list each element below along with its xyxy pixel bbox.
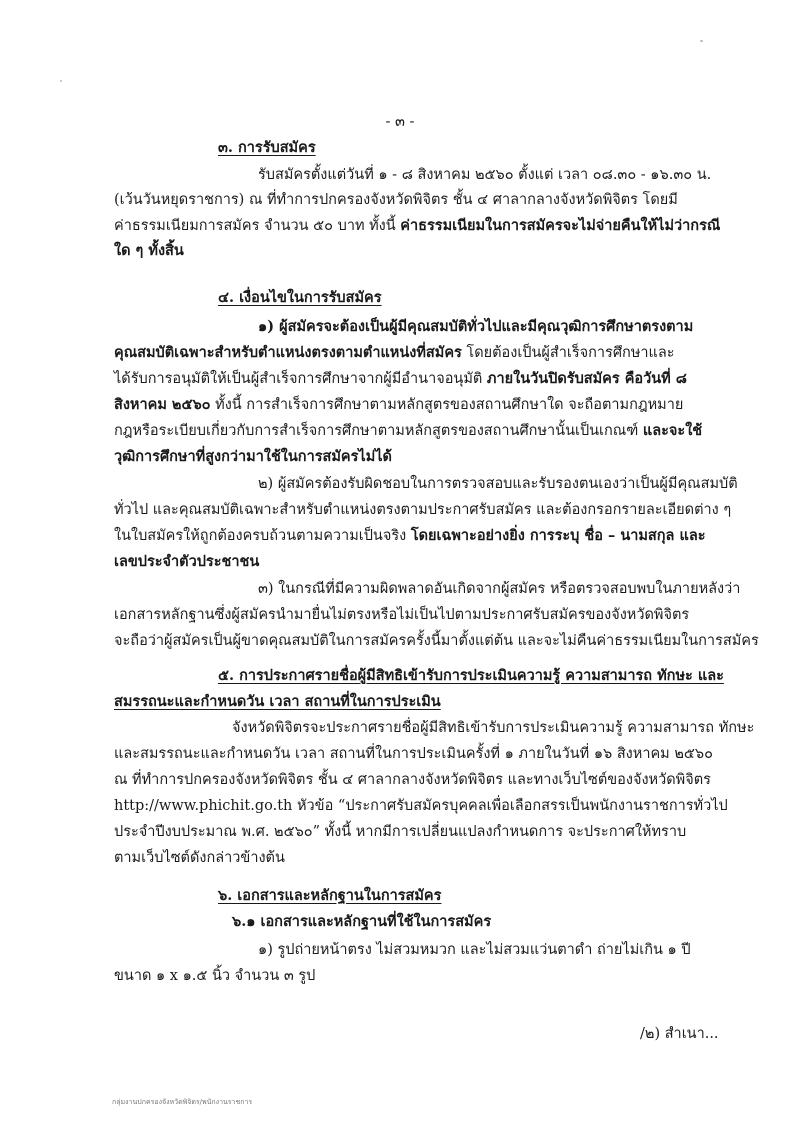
section-6-1-line-2: ขนาด ๑ x ๑.๕ นิ้ว จำนวน ๓ รูป: [114, 968, 316, 984]
section-3-fee-nonrefund: ค่าธรรมเนียมในการสมัครจะไม่จ่ายคืนให้ไม่ว่ากรณี: [400, 217, 721, 234]
section-3-line-3: [114, 216, 720, 236]
section-4-p1-bold-2: ภายในวันปิดรับสมัคร คือวันที่ ๘: [486, 370, 687, 387]
section-4-p3-line-1: ๓) ในกรณีที่มีความผิดพลาดอันเกิดจากผู้สมัคร หรือตรวจสอบพบในภายหลังว่า: [258, 581, 741, 597]
section-6-heading: ๖. เอกสารและหลักฐานในการสมัคร: [218, 887, 442, 904]
section-6-1-heading: ๖.๑ เอกสารและหลักฐานที่ใช้ในการสมัคร: [232, 913, 492, 930]
section-3-line-2: (เว้นวันหยุดราชการ) ณ ที่ทำการปกครองจังหวัดพิจิตร ชั้น ๔ ศาลากลางจังหวัดพิจิตร โดยมี: [114, 192, 678, 208]
section-4-p2-bold: โดยเฉพาะอย่างยิ่ง การระบุ ชื่อ – นามสกุล และ: [410, 527, 706, 544]
section-4-p1-line-2: [114, 343, 675, 363]
section-5-line-2: และสมรรถนะและกำหนดวัน เวลา สถานที่ในการประเมินครั้งที่ ๑ ภายในวันที่ ๑๖ สิงหาคม ๒๕๖๐: [114, 746, 713, 762]
section-4-p1-text-1: โดยต้องเป็นผู้สำเร็จการศึกษาและ: [466, 345, 675, 361]
continuation-note: /๒) สำเนา...: [640, 1026, 719, 1042]
section-5-line-6: ตามเว็บไซต์ดังกล่าวข้างต้น: [114, 850, 285, 866]
section-4-p1-line-1: ๑) ผู้สมัครจะต้องเป็นผู้มีคุณสมบัติทั่วไปและมีคุณวุฒิการศึกษาตรงตาม: [258, 318, 694, 335]
section-5-line-4: http://www.phichit.go.th หัวข้อ “ประกาศรับสมัครบุคคลเพื่อเลือกสรรเป็นพนักงานราชการทั่วไป: [114, 798, 728, 814]
section-4-p2-line-1: ๒) ผู้สมัครต้องรับผิดชอบในการตรวจสอบและรับรองตนเองว่าเป็นผู้มีคุณสมบัติ: [258, 476, 738, 492]
scan-speck: [700, 40, 703, 42]
section-4-p1-bold-1: คุณสมบัติเฉพาะสำหรับตำแหน่งตรงตามตำแหน่งที่สมัคร: [114, 344, 462, 361]
footer-note: กลุ่มงานปกครองจังหวัดพิจิตร/พนักงานราชการ: [112, 1098, 253, 1106]
section-5-line-3: ณ ที่ทำการปกครองจังหวัดพิจิตร ชั้น ๔ ศาลากลางจังหวัดพิจิตร และทางเว็บไซต์ของจังหวัดพิจิตร: [114, 772, 711, 788]
section-5-line-5: ประจำปีงบประมาณ พ.ศ. ๒๕๖๐” ทั้งนี้ หากมีการเปลี่ยนแปลงกำหนดการ จะประกาศให้ทราบ: [114, 824, 687, 840]
section-4-p2-line-2: ทั่วไป และคุณสมบัติเฉพาะสำหรับตำแหน่งตรงตามประกาศรับสมัคร และต้องกรอกรายละเอียดต่าง ๆ: [114, 502, 732, 518]
section-4-p3-line-3: จะถือว่าผู้สมัครเป็นผู้ขาดคุณสมบัติในการสมัครครั้งนี้มาตั้งแต่ต้น และจะไม่คืนค่าธรรมเนียมในการสมัคร: [114, 633, 759, 649]
section-3-line-1: รับสมัครตั้งแต่วันที่ ๑ - ๘ สิงหาคม ๒๕๖๐ ตั้งแต่ เวลา ๐๘.๓๐ - ๑๖.๓๐ น.: [258, 167, 712, 183]
section-4-p2-text: ในใบสมัครให้ถูกต้องครบถ้วนตามความเป็นจริง: [114, 528, 407, 544]
section-4-p2-line-3: [114, 526, 706, 546]
section-5-heading-line-1: ๕. การประกาศรายชื่อผู้มีสิทธิเข้ารับการประเมินความรู้ ความสามารถ ทักษะ และ: [218, 667, 724, 684]
section-3-line-4: ใด ๆ ทั้งสิ้น: [114, 242, 184, 259]
section-3-heading: ๓. การรับสมัคร: [218, 139, 316, 156]
section-4-heading: ๔. เงื่อนไขในการรับสมัคร: [218, 289, 382, 306]
section-4-p1-text-2: ได้รับการอนุมัติให้เป็นผู้สำเร็จการศึกษาจากผู้มีอำนาจอนุมัติ: [114, 371, 483, 387]
section-4-p2-line-4: เลขประจำตัวประชาชน: [114, 553, 260, 570]
section-4-p1-text-3: ทั้งนี้ การสำเร็จการศึกษาตามหลักสูตรของสถานศึกษาใด จะถือตามกฎหมาย: [215, 397, 684, 413]
section-6-1-line-1: ๑) รูปถ่ายหน้าตรง ไม่สวมหมวก และไม่สวมแว่นตาดำ ถ่ายไม่เกิน ๑ ปี: [258, 942, 691, 958]
section-4-p1-text-4: กฎหรือระเบียบเกี่ยวกับการสำเร็จการศึกษาตามหลักสูตรของสถานศึกษานั้นเป็นเกณฑ์: [114, 423, 639, 439]
section-5-heading-line-2: สมรรถนะและกำหนดวัน เวลา สถานที่ในการประเมิน: [114, 693, 441, 710]
section-4-p3-line-2: เอกสารหลักฐานซึ่งผู้สมัครนำมายื่นไม่ตรงหรือไม่เป็นไปตามประกาศรับสมัครของจังหวัดพิจิตร: [114, 607, 690, 623]
section-4-p1-line-3: [114, 369, 687, 389]
scan-speck: [60, 80, 62, 82]
section-4-p1-line-5: [114, 421, 702, 441]
page-number: - ๓ -: [385, 114, 415, 130]
section-4-p1-bold-3: สิงหาคม ๒๕๖๐: [114, 396, 211, 413]
section-4-p1-line-4: [114, 395, 683, 415]
section-3-fee-text: ค่าธรรมเนียมการสมัคร จำนวน ๕๐ บาท ทั้งนี้: [114, 218, 396, 234]
section-4-p1-line-6: วุฒิการศึกษาที่สูงกว่ามาใช้ในการสมัครไม่ได้: [114, 448, 392, 465]
section-5-line-1: จังหวัดพิจิตรจะประกาศรายชื่อผู้มีสิทธิเข้ารับการประเมินความรู้ ความสามารถ ทักษะ: [232, 720, 755, 736]
section-4-p1-bold-4: และจะใช้: [642, 422, 703, 439]
